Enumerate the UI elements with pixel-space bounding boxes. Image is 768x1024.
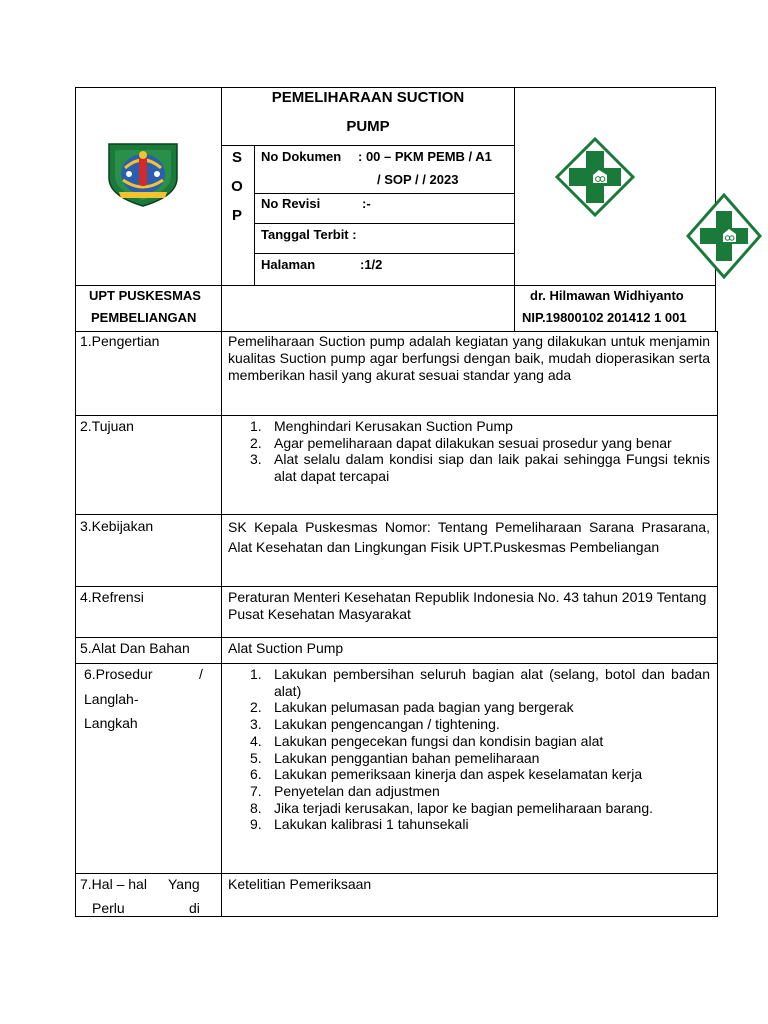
- prosedur-item: 3. Lakukan pengencangan / tightening.: [250, 716, 500, 733]
- header-col-divider-left: [221, 87, 222, 917]
- revision-label: No Revisi: [261, 196, 321, 211]
- prosedur-item: 8. Jika terjadi kerusakan, lapor ke bagian pemeliharaan barang.: [250, 799, 654, 816]
- revision-value: :-: [362, 196, 371, 211]
- label-prosedur-line2: Langlah-: [84, 691, 139, 707]
- frame-bottom: [75, 916, 718, 917]
- header-col-divider-right: [514, 87, 515, 331]
- label-prosedur-b: /: [199, 666, 203, 682]
- label-kebijakan: 3.Kebijakan: [80, 518, 154, 534]
- prosedur-item: 5. Lakukan penggantian bahan pemeliharaan: [250, 749, 540, 766]
- text-pengertian: Pemeliharaan Suction pump adalah kegiatan yang dilakukan untuk menjamin kualitas Suction pump agar berfungsi dengan baik, mudah dioperasikan serta memberikan hasil yang akurat sesuai standar yang ada: [228, 333, 710, 383]
- doc-title-line1: PEMELIHARAAN SUCTION: [271, 89, 465, 106]
- row-divider-6: [75, 873, 718, 874]
- issue-date-label: Tanggal Terbit :: [261, 227, 357, 242]
- prosedur-item: 4. Lakukan pengecekan fungsi dan kondisin bagian alat: [250, 732, 604, 749]
- list-prosedur: [228, 666, 710, 833]
- label-hal-line2-b: di: [189, 900, 200, 916]
- label-alat-bahan: 5.Alat Dan Bahan: [80, 640, 190, 656]
- header-logo-row-bottom: [75, 285, 716, 286]
- label-prosedur-a: 6.Prosedur: [84, 666, 153, 682]
- header-bottom: [75, 331, 718, 332]
- tujuan-item: 1. Menghindari Kerusakan Suction Pump: [250, 418, 513, 434]
- text-kebijakan: SK Kepala Puskesmas Nomor: Tentang Pemeliharaan Sarana Prasarana, Alat Kesehatan dan Lingkungan Fisik UPT.Puskesmas Pembeliangan: [228, 519, 710, 555]
- page-value: :1/2: [360, 257, 383, 272]
- prosedur-item: 7. Penyetelan dan adjustmen: [250, 782, 440, 799]
- row-divider-3: [75, 586, 718, 587]
- text-alat-bahan: Alat Suction Pump: [228, 640, 344, 656]
- tujuan-item: 3. Alat selalu dalam kondisi siap dan laik pakai sehingga Fungsi teknis alat dapat tercapai: [250, 451, 710, 485]
- label-pengertian: 1.Pengertian: [80, 333, 160, 349]
- row-divider-4: [75, 637, 718, 638]
- frame-right-body: [717, 331, 718, 917]
- sop-letter-s: S: [231, 149, 242, 166]
- text-hal: Ketelitian Pemeriksaan: [228, 876, 372, 892]
- signer-nip: NIP.19800102 201412 1 001: [522, 310, 687, 325]
- text-referensi: Peraturan Menteri Kesehatan Republik Indonesia No. 43 tahun 2019 Tentang Pusat Kesehatan Masyarakat: [228, 589, 707, 622]
- prosedur-item: 2. Lakukan pelumasan pada bagian yang bergerak: [250, 699, 574, 716]
- label-hal-a: 7.Hal – hal: [80, 876, 147, 892]
- signer-name: dr. Hilmawan Widhiyanto: [530, 288, 684, 303]
- puskesmas-cross-logo-secondary: [686, 193, 762, 279]
- tujuan-item: 2. Agar pemeliharaan dapat dilakukan sesuai prosedur yang benar: [250, 434, 672, 451]
- label-tujuan: 2.Tujuan: [80, 418, 134, 434]
- title-bottom: [221, 145, 514, 146]
- row-divider-2: [75, 514, 718, 515]
- frame-left: [75, 87, 76, 917]
- label-hal-b: Yang: [168, 876, 200, 892]
- prosedur-item: 1. Lakukan pembersihan seluruh bagian alat (selang, botol dan badan alat): [250, 666, 710, 699]
- row-divider-1: [75, 415, 718, 416]
- sop-letter-o: O: [231, 178, 243, 195]
- regional-emblem-logo: [105, 138, 181, 208]
- page-label: Halaman: [261, 257, 316, 272]
- doc-no-value-line1: : 00 – PKM PEMB / A1: [358, 149, 492, 164]
- doc-no-value-line2: / SOP / / 2023: [377, 172, 459, 187]
- row-docno-bottom: [254, 193, 514, 194]
- label-referensi: 4.Refrensi: [80, 589, 144, 605]
- org-name-line1: UPT PUSKESMAS: [89, 288, 201, 303]
- puskesmas-cross-logo: [555, 137, 635, 217]
- label-hal-line2-a: Perlu: [92, 900, 125, 916]
- row-tanggal-bottom: [254, 253, 514, 254]
- doc-title-line2: PUMP: [346, 118, 390, 135]
- list-tujuan: [228, 418, 710, 485]
- sop-col-divider: [254, 145, 255, 285]
- doc-no-label: No Dokumen: [261, 149, 342, 164]
- frame-top: [75, 87, 716, 88]
- org-name-line2: PEMBELIANGAN: [91, 310, 197, 325]
- row-divider-5: [75, 663, 718, 664]
- label-prosedur-line3: Langkah: [84, 715, 138, 731]
- sop-letter-p: P: [231, 207, 242, 224]
- row-revisi-bottom: [254, 223, 514, 224]
- prosedur-item: 9. Lakukan kalibrasi 1 tahunsekali: [250, 816, 469, 833]
- prosedur-item: 6. Lakukan pemeriksaan kinerja dan aspek keselamatan kerja: [250, 766, 643, 783]
